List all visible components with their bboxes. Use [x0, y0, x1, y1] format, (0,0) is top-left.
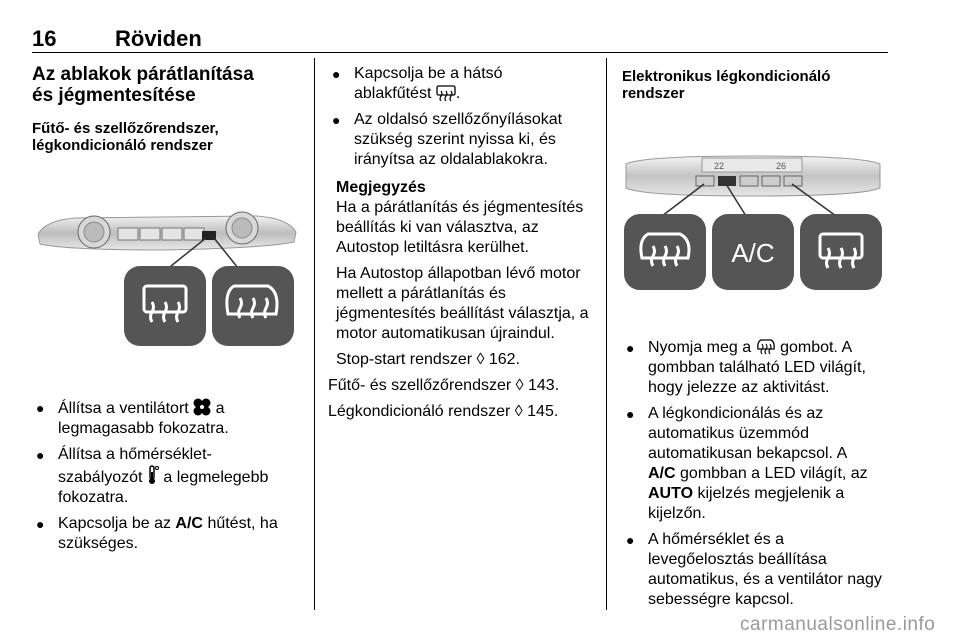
column-3 [622, 68, 892, 102]
fan-icon [193, 398, 211, 416]
electronic-climate-figure [622, 150, 884, 292]
column-3-list [622, 338, 892, 610]
list-item: ● Kapcsolja be a hátsó ablakfűtést . [332, 65, 503, 102]
display-temp-left: 22 [714, 161, 725, 171]
list-item: ● A légkondicionálás és az automatikus üzemmód automatikusan bekapcsol. A A/C gombban a LED világít, az AUTO kijelzés megjelenik a kijelzőn. [626, 405, 868, 522]
page-ref-arrow: ◊ [515, 377, 524, 394]
rear-window-heating-icon [436, 85, 456, 101]
cross-reference[interactable]: Légkondicionáló rendszer ◊ 145. [328, 403, 559, 420]
cross-reference[interactable]: Stop-start rendszer ◊ 162. [336, 351, 521, 368]
note-paragraph: Ha Autostop állapotban lévő motor mellett a párátlanítás és jégmentesítés beállítást választja, a motor automatikusan újraindul. [336, 265, 589, 342]
section-subheading: Fűtő- és szellőzőrendszer, légkondicionáló rendszer [32, 120, 219, 154]
page-ref-arrow: ◊ [476, 351, 485, 368]
column-1-list [32, 398, 307, 554]
note-paragraph: Ha a párátlanítás és jégmentesítés beállítás ki van választva, az Autostop letiltásra kerülhet. [336, 199, 584, 256]
page-ref-arrow: ◊ [514, 403, 523, 420]
thermometer-icon [147, 465, 159, 485]
column-divider-2 [606, 58, 607, 610]
list-item: ● A hőmérséklet és a levegőelosztás beállítása automatikus, és a ventilátor nagy sebességre kapcsol. [626, 531, 882, 608]
list-item: ● Kapcsolja be az A/C hűtést, ha szükséges. [36, 515, 278, 552]
list-item: ● Állítsa a ventilátort a legmagasabb fokozatra. [36, 400, 229, 437]
windscreen-defrost-icon [756, 339, 776, 355]
list-item: ● Nyomja meg a gombot. A gombban található LED világít, hogy jelezze az aktivitást. [626, 339, 866, 396]
ac-button-label: A/C [731, 238, 775, 268]
page-number: 16 [32, 26, 57, 51]
list-item: ● Az oldalsó szellőzőnyílásokat szükség szerint nyissa ki, és irányítsa az oldalablakokra. [332, 111, 563, 168]
cross-reference[interactable]: Fűtő- és szellőzőrendszer ◊ 143. [328, 377, 560, 394]
note-title: Megjegyzés [336, 179, 426, 196]
list-item: ● Állítsa a hőmérséklet- szabályozót a legmelegebb fokozatra. [36, 446, 269, 506]
column-1 [32, 62, 302, 154]
climate-panel-figure [36, 198, 298, 348]
header-rule [32, 52, 888, 53]
watermark: carmanualsonline.info [740, 614, 936, 635]
display-temp-right: 26 [776, 161, 787, 171]
chapter-title: Röviden [115, 26, 202, 51]
section-heading: Elektronikus légkondicionáló rendszer [622, 68, 831, 102]
page-header [32, 20, 888, 54]
column-divider-1 [314, 58, 315, 610]
note-block [328, 178, 598, 370]
column-2 [328, 64, 598, 422]
section-heading: Az ablakok párátlanítása és jégmentesítése [32, 64, 254, 106]
